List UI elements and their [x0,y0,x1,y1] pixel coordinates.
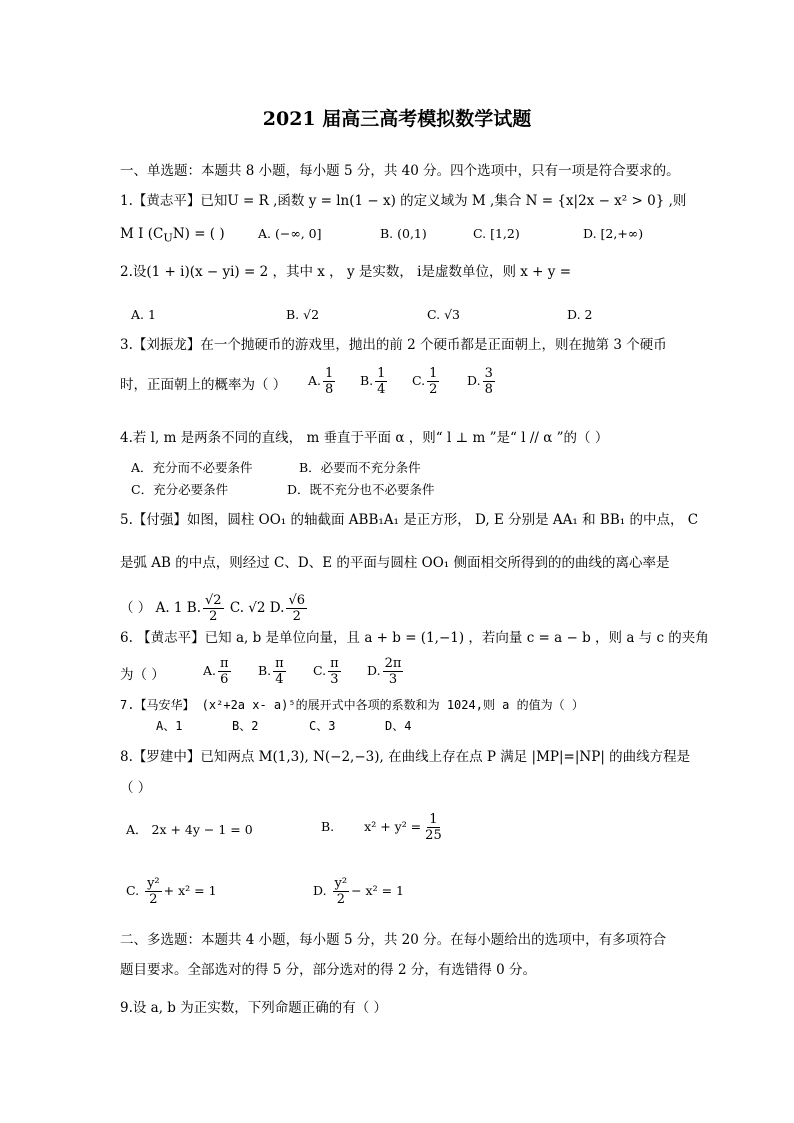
question-2-option-c: C. √3 [427,307,460,322]
question-3-option-c [412,366,441,397]
question-6-option-c [313,656,343,687]
fraction [383,656,404,687]
numerator: 1 [429,366,438,381]
option-d-rest: − x² = 1 [351,883,404,898]
question-3-option-a [308,366,337,397]
option-label: D. [367,663,381,678]
denominator: 4 [377,382,386,397]
denominator: 2 [149,892,158,907]
question-4-option-b: B．必要而不充分条件 [299,460,421,475]
question-8-option-b [321,812,446,843]
question-8-stem-2: （ ） [120,780,152,796]
fraction [145,876,162,907]
question-7-option-a: A、1 [156,719,183,733]
numerator: y² [334,876,348,891]
numerator: π [330,656,339,671]
question-8-stem: 8.【罗建中】已知两点 M(1,3), N(−2,−3), 在曲线上存在点 P 满足 |MP|=|NP| 的曲线方程是 [120,749,691,765]
question-6-stem-2: 为（ ） [120,667,165,683]
question-1-option-d: D. [2,+∞) [583,226,644,241]
question-7-option-b: B、2 [232,719,259,733]
question-6-stem: 6. 【黄志平】已知 a, b 是单位向量，且 a + b = (1,−1) ，若向量 c = a − b ，则 a 与 c 的夹角 [120,630,709,646]
denominator: 2 [209,609,218,624]
denominator: 8 [325,382,334,397]
denominator: 3 [388,672,398,687]
question-1-option-b: B. (0,1) [380,226,427,241]
question-1-stem: 1.【黄志平】已知U = R ,函数 y = ln(1 − x) 的定义域为 M ,集合 N = {x|2x − x² > 0} ,则 [120,193,687,209]
numerator: 1 [377,366,386,381]
option-label: B. [321,819,335,834]
fraction [333,876,350,907]
numerator: y² [147,876,160,891]
fraction [273,656,286,687]
option-b-expression: x² + y² = [364,819,422,834]
question-1-option-a: A. (−∞, 0] [258,226,322,241]
question-2-option-a: A. 1 [131,307,156,322]
numerator: √2 [205,593,222,608]
question-6-option-a [203,656,233,687]
section-1-instructions: 一、单选题：本题共 8 小题，每小题 5 分，共 40 分。四个选项中，只有一项是符合要求的。 [120,163,680,179]
fraction [323,366,335,397]
question-7-option-d: D、4 [385,719,412,733]
numerator: 1 [429,812,438,827]
question-7-stem: 7.【马安华】 (x²+2a x- a)⁵的展开式中各项的系数和为 1024,则 a 的值为（ ） [120,698,584,712]
question-2-option-b: B. √2 [286,307,320,322]
question-2-stem: 2.设(1 + i)(x − yi) = 2 ，其中 x ， y 是实数， i是虚数单位，则 x + y = [120,264,572,280]
question-1-expression [120,224,225,249]
fraction [375,366,387,397]
question-8-option-c [126,876,217,907]
option-c-rest: + x² = 1 [163,883,217,898]
option-label: D. [467,373,481,388]
question-4-option-c: C．充分必要条件 [131,482,229,497]
numerator: 3 [484,366,493,381]
numerator: 1 [325,366,334,381]
question-4-stem: 4.若 l, m 是两条不同的直线， m 垂直于平面 α ，则“ l ⊥ m ”是“ l // α ”的（ ） [120,430,609,446]
question-3-option-d [467,366,497,397]
option-label: B. [360,373,374,388]
question-5-stem: 5.【付强】如图，圆柱 OO₁ 的轴截面 ABB₁A₁ 是正方形， D, E 分别是 AA₁ 和 BB₁ 的中点， C [120,512,699,528]
question-2-option-d: D. 2 [567,307,593,322]
section-2-instructions: 二、多选题：本题共 4 小题，每小题 5 分，共 20 分。在每小题给出的选项中，有多项符合 [120,932,667,948]
denominator: 3 [330,672,339,687]
denominator: 4 [275,672,284,687]
question-1-expr-end: N) = ( ) [172,226,225,242]
numerator: 2π [384,656,402,671]
question-7-option-c: C、3 [309,719,336,733]
question-3-stem: 3.【刘振龙】在一个抛硬币的游戏里，抛出的前 2 个硬币都是正面朝上，则在抛第 3 个硬币 [120,337,667,353]
fraction-d [286,593,307,624]
fraction [427,366,439,397]
denominator: 2 [429,382,438,397]
question-1-expr-start: M I (C [120,226,164,242]
option-label: C. [126,883,140,898]
question-9-stem: 9.设 a, b 为正实数，下列命题正确的有（ ） [120,1000,388,1016]
option-label: A. [203,663,217,678]
options-a: （ ） A. 1 B. [120,600,202,616]
question-8-option-d [313,876,404,907]
question-4-option-d: D．既不充分也不必要条件 [287,482,435,497]
options-c: C. √2 D. [229,600,285,616]
denominator: 8 [484,382,493,397]
question-4-option-a: A．充分而不必要条件 [131,460,253,475]
option-label: D. [313,883,327,898]
question-6-option-b [258,656,288,687]
option-label: C. [313,663,327,678]
denominator: 2 [292,609,301,624]
section-2-instructions-2: 题目要求。全部选对的得 5 分，部分选对的得 2 分，有选错得 0 分。 [120,962,537,978]
question-1-option-c: C. [1,2) [473,226,520,241]
numerator: π [220,656,229,671]
denominator: 6 [220,672,229,687]
question-3-stem-2: 时，正面朝上的概率为（ ） [120,377,287,393]
question-5-options [120,593,309,624]
fraction [423,812,444,843]
option-label: B. [258,663,272,678]
fraction [483,366,495,397]
page-title: 2021 届高三高考模拟数学试题 [262,108,532,130]
denominator: 25 [425,828,442,843]
question-6-option-d [367,656,405,687]
option-label: C. [412,373,426,388]
question-8-option-a: A． 2x + 4y − 1 = 0 [126,822,253,837]
fraction-b [203,593,224,624]
option-label: A. [308,373,322,388]
fraction [328,656,341,687]
question-3-option-b [360,366,389,397]
numerator: √6 [288,593,305,608]
question-5-stem-2: 是弧 AB 的中点，则经过 C、D、E 的平面与圆柱 OO₁ 侧面相交所得到的的曲线的离心率是 [120,555,670,571]
question-1-expr-sub: U [163,231,173,245]
numerator: π [275,656,284,671]
denominator: 2 [336,892,345,907]
fraction [218,656,231,687]
